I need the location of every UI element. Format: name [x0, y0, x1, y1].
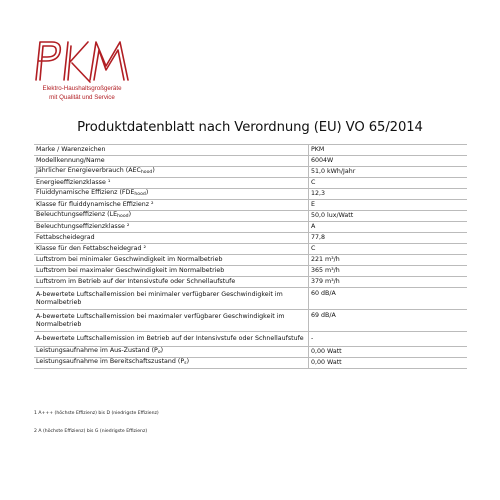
table-row	[34, 244, 467, 255]
table-row	[34, 167, 467, 178]
row-value: 0,00 Watt	[309, 347, 468, 358]
table-row	[34, 211, 467, 222]
row-label: Jährlicher Energieverbrauch $(AEC_{hood})$	[34, 167, 309, 178]
row-label: Luftstrom im Betrieb auf der Intensivstufe oder Schnellaufstufe	[34, 277, 309, 288]
row-value: 6004W	[309, 156, 468, 167]
footnote-1: 1 A+++ (höchste Effizienz) bis D (niedrigste Effizienz)	[34, 411, 159, 416]
row-label: Klasse für fluiddynamische Effizienz ²	[34, 200, 309, 211]
table-row	[34, 255, 467, 266]
row-label: A-bewertete Luftschallemission bei maximaler verfügbarer Geschwindigkeit im Normalbetrieb	[34, 310, 309, 332]
row-value: 51,0 kWh/Jahr	[309, 167, 468, 178]
table-row	[34, 358, 467, 369]
row-value: C	[309, 244, 468, 255]
row-label: Fettabscheidegrad	[34, 233, 309, 244]
table-row	[34, 189, 467, 200]
table-row	[34, 156, 467, 167]
row-value: C	[309, 178, 468, 189]
row-label: Beleuchtungseffizienzklasse ²	[34, 222, 309, 233]
row-value: -	[309, 332, 468, 347]
row-value: 379 m³/h	[309, 277, 468, 288]
row-label: Modellkennung/Name	[34, 156, 309, 167]
row-value: 69 dB/A	[309, 310, 468, 332]
row-value: E	[309, 200, 468, 211]
row-label: Energieeffizienzklasse ¹	[34, 178, 309, 189]
page-title: Produktdatenblatt nach Verordnung (EU) VO 65/2014	[77, 120, 423, 135]
table-row	[34, 233, 467, 244]
row-label: Fluiddynamische Effizienz $(FDE_{hood})$	[34, 189, 309, 200]
row-label: Luftstrom bei maximaler Geschwindigkeit im Normalbetrieb	[34, 266, 309, 277]
row-value: 365 m³/h	[309, 266, 468, 277]
logo-tagline-1: Elektro-Haushaltsgroßgeräte	[42, 85, 122, 92]
row-label: Marke / Warenzeichen	[34, 145, 309, 156]
table-row	[34, 288, 467, 310]
row-label: Beleuchtungseffizienz $(LE_{hood})$	[34, 211, 309, 222]
product-data-table	[34, 144, 467, 369]
table-row	[34, 266, 467, 277]
footnote-2: 2 A (höchste Effizienz) bis G (niedrigste Effizienz)	[34, 429, 148, 434]
row-label: A-bewertete Luftschallemission im Betrieb auf der Intensivstufe oder Schnellaufstufe	[34, 332, 309, 347]
table-row	[34, 222, 467, 233]
company-logo	[30, 36, 140, 102]
table-row	[34, 310, 467, 332]
row-value: 50,0 lux/Watt	[309, 211, 468, 222]
row-value: 221 m³/h	[309, 255, 468, 266]
row-label: Luftstrom bei minimaler Geschwindigkeit im Normalbetrieb	[34, 255, 309, 266]
row-label: A-bewertete Luftschallemission bei minimaler verfügbarer Geschwindigkeit im Normalbetrieb	[34, 288, 309, 310]
table-row	[34, 347, 467, 358]
row-label: Leistungsaufnahme im Bereitschaftszustand $(P_s)$	[34, 358, 309, 369]
row-label: Leistungsaufnahme im Aus-Zustand $(P_o)$	[34, 347, 309, 358]
row-value: 77,8	[309, 233, 468, 244]
table-row	[34, 332, 467, 347]
logo-tagline-2: mit Qualität und Service	[49, 94, 115, 101]
table-row	[34, 200, 467, 211]
row-value: 60 dB/A	[309, 288, 468, 310]
row-label: Klasse für den Fettabscheidegrad ²	[34, 244, 309, 255]
table-row	[34, 145, 467, 156]
row-value: 0,00 Watt	[309, 358, 468, 369]
row-value: A	[309, 222, 468, 233]
table-row	[34, 277, 467, 288]
row-value: 12,3	[309, 189, 468, 200]
row-value: PKM	[309, 145, 468, 156]
pkm-logo-mark	[30, 36, 134, 84]
table-row	[34, 178, 467, 189]
